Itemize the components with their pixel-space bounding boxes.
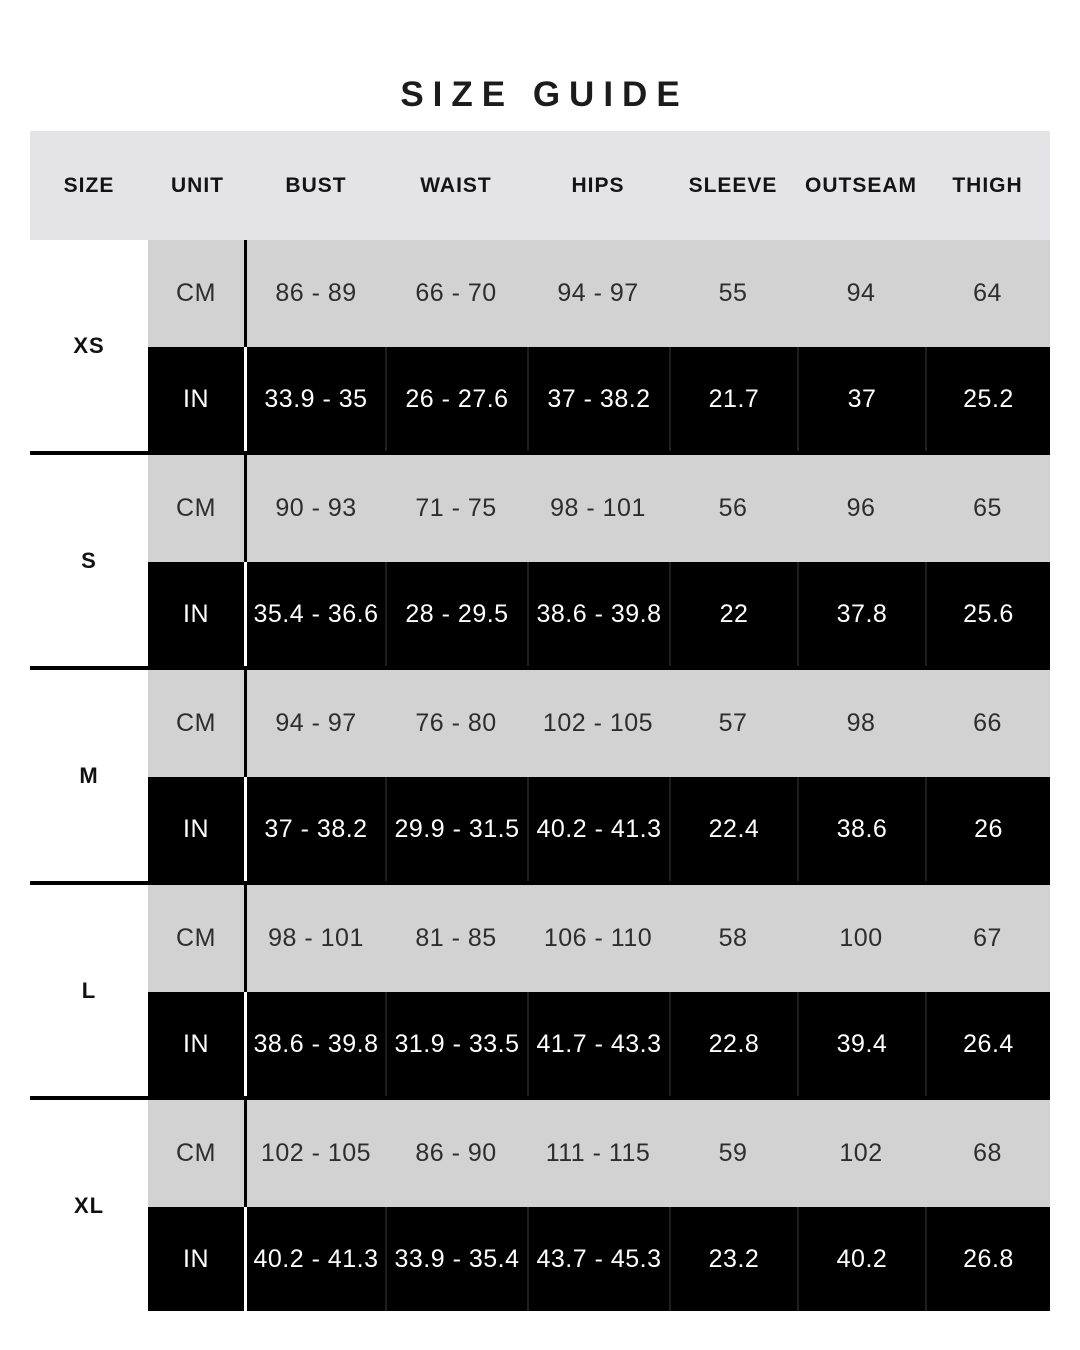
- header-cell-waist: WAIST: [420, 173, 492, 197]
- cm-value-cell-sleeve: 56: [669, 455, 797, 562]
- cm-value-cell-hips: 111 - 115: [527, 1100, 669, 1207]
- in-value-cell-sleeve: 22.8: [669, 992, 797, 1096]
- in-value-cell-sleeve: 22.4: [669, 777, 797, 881]
- cm-value-cell-bust: 94 - 97: [247, 670, 385, 777]
- unit-cell-cm: CM: [148, 885, 247, 992]
- cm-value-cell-waist: 81 - 85: [385, 885, 527, 992]
- cm-value-cell-waist: 71 - 75: [385, 455, 527, 562]
- in-value-cell-sleeve: 23.2: [669, 1207, 797, 1311]
- cm-value-cell-waist: 86 - 90: [385, 1100, 527, 1207]
- in-value-cell-waist: 29.9 - 31.5: [385, 777, 527, 881]
- page-title: SIZE GUIDE: [400, 75, 689, 115]
- unit-cell-cm: CM: [148, 670, 247, 777]
- in-value-cell-hips: 41.7 - 43.3: [527, 992, 669, 1096]
- in-value-cell-hips: 37 - 38.2: [527, 347, 669, 451]
- cm-value-cell-thigh: 64: [925, 240, 1050, 347]
- in-value-cell-bust: 37 - 38.2: [247, 777, 385, 881]
- cm-value-cell-thigh: 67: [925, 885, 1050, 992]
- table-header-row: [30, 131, 1050, 240]
- size-label: L: [30, 885, 148, 1096]
- cm-value-cell-bust: 86 - 89: [247, 240, 385, 347]
- size-group-row: [30, 455, 1050, 670]
- in-value-cell-outseam: 39.4: [797, 992, 925, 1096]
- header-cell-outseam: OUTSEAM: [805, 173, 917, 197]
- in-value-cell-bust: 33.9 - 35: [247, 347, 385, 451]
- size-group-row: [30, 240, 1050, 455]
- size-label: S: [30, 455, 148, 666]
- cm-value-cell-sleeve: 58: [669, 885, 797, 992]
- in-value-cell-waist: 31.9 - 33.5: [385, 992, 527, 1096]
- in-value-cell-hips: 38.6 - 39.8: [527, 562, 669, 666]
- cm-value-cell-bust: 102 - 105: [247, 1100, 385, 1207]
- in-value-cell-thigh: 25.2: [925, 347, 1050, 451]
- in-value-cell-thigh: 25.6: [925, 562, 1050, 666]
- unit-cell-cm: CM: [148, 455, 247, 562]
- cm-value-cell-outseam: 98: [797, 670, 925, 777]
- in-value-cell-sleeve: 22: [669, 562, 797, 666]
- cm-value-cell-thigh: 65: [925, 455, 1050, 562]
- table-body: [30, 240, 1050, 1311]
- header-cell-sleeve: SLEEVE: [688, 173, 778, 197]
- in-value-cell-thigh: 26.4: [925, 992, 1050, 1096]
- header-cell-hips: HIPS: [571, 173, 625, 197]
- cm-value-cell-hips: 102 - 105: [527, 670, 669, 777]
- size-guide-table: [30, 131, 1050, 1311]
- size-group-row: [30, 885, 1050, 1100]
- in-value-cell-bust: 40.2 - 41.3: [247, 1207, 385, 1311]
- in-value-cell-outseam: 38.6: [797, 777, 925, 881]
- cm-value-cell-waist: 76 - 80: [385, 670, 527, 777]
- size-label: XL: [30, 1100, 148, 1311]
- unit-cell-cm: CM: [148, 1100, 247, 1207]
- unit-cell-in: IN: [148, 1207, 247, 1311]
- header-cell-bust: BUST: [285, 173, 347, 197]
- cm-value-cell-thigh: 68: [925, 1100, 1050, 1207]
- size-group-row: [30, 1100, 1050, 1311]
- cm-value-cell-bust: 98 - 101: [247, 885, 385, 992]
- cm-value-cell-outseam: 94: [797, 240, 925, 347]
- in-value-cell-waist: 28 - 29.5: [385, 562, 527, 666]
- unit-cell-in: IN: [148, 562, 247, 666]
- in-value-cell-sleeve: 21.7: [669, 347, 797, 451]
- in-value-cell-hips: 40.2 - 41.3: [527, 777, 669, 881]
- header-cell-size: SIZE: [63, 173, 115, 197]
- cm-value-cell-thigh: 66: [925, 670, 1050, 777]
- header-cell-thigh: THIGH: [952, 173, 1023, 197]
- cm-value-cell-hips: 98 - 101: [527, 455, 669, 562]
- cm-value-cell-waist: 66 - 70: [385, 240, 527, 347]
- in-value-cell-hips: 43.7 - 45.3: [527, 1207, 669, 1311]
- header-cell-unit: UNIT: [171, 173, 224, 197]
- cm-value-cell-hips: 94 - 97: [527, 240, 669, 347]
- in-value-cell-waist: 26 - 27.6: [385, 347, 527, 451]
- in-value-cell-thigh: 26.8: [925, 1207, 1050, 1311]
- in-value-cell-bust: 38.6 - 39.8: [247, 992, 385, 1096]
- cm-value-cell-outseam: 102: [797, 1100, 925, 1207]
- cm-value-cell-outseam: 96: [797, 455, 925, 562]
- cm-value-cell-sleeve: 57: [669, 670, 797, 777]
- in-value-cell-outseam: 40.2: [797, 1207, 925, 1311]
- unit-cell-in: IN: [148, 992, 247, 1096]
- size-group-row: [30, 670, 1050, 885]
- cm-value-cell-sleeve: 59: [669, 1100, 797, 1207]
- size-label: XS: [30, 240, 148, 451]
- unit-cell-cm: CM: [148, 240, 247, 347]
- in-value-cell-bust: 35.4 - 36.6: [247, 562, 385, 666]
- unit-cell-in: IN: [148, 347, 247, 451]
- in-value-cell-thigh: 26: [925, 777, 1050, 881]
- unit-cell-in: IN: [148, 777, 247, 881]
- in-value-cell-outseam: 37: [797, 347, 925, 451]
- cm-value-cell-bust: 90 - 93: [247, 455, 385, 562]
- in-value-cell-waist: 33.9 - 35.4: [385, 1207, 527, 1311]
- cm-value-cell-hips: 106 - 110: [527, 885, 669, 992]
- size-label: M: [30, 670, 148, 881]
- in-value-cell-outseam: 37.8: [797, 562, 925, 666]
- cm-value-cell-outseam: 100: [797, 885, 925, 992]
- cm-value-cell-sleeve: 55: [669, 240, 797, 347]
